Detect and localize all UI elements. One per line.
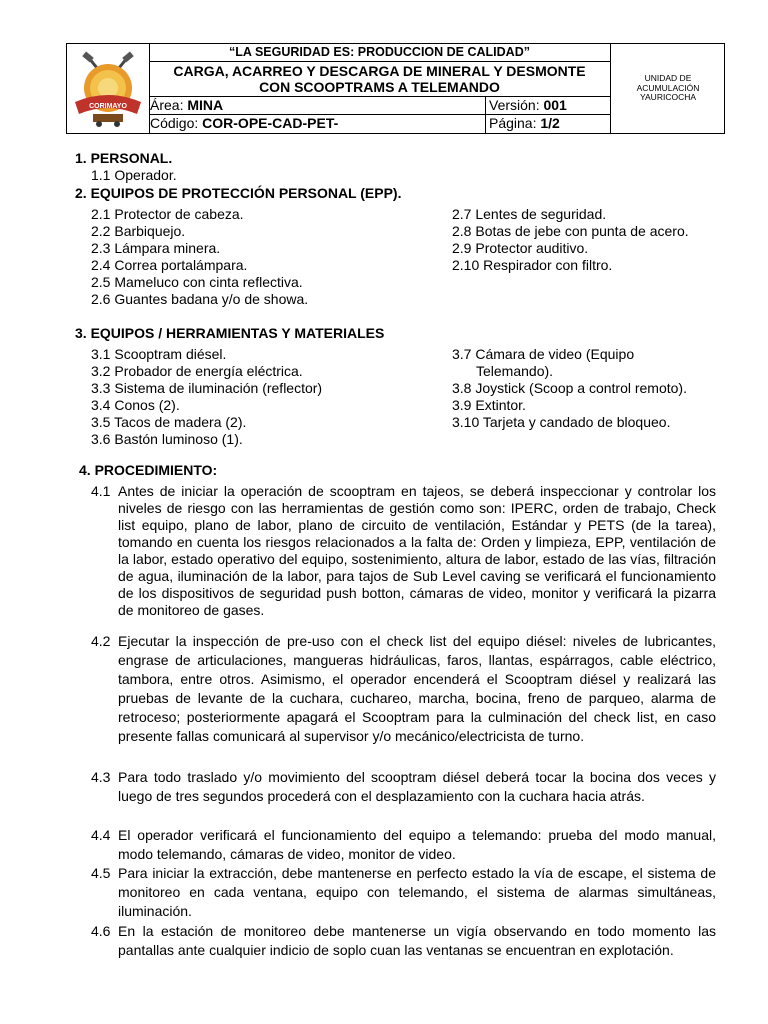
logo-cell <box>67 44 150 133</box>
step-number: 4.1 <box>91 483 111 499</box>
step-number: 4.4 <box>91 827 111 843</box>
unit-line-1: UNIDAD DE <box>644 73 692 84</box>
list-item: 2.10 Respirador con filtro. <box>452 257 613 273</box>
area-label: Área: <box>150 97 184 113</box>
unit-cell <box>610 44 725 133</box>
version-value: 001 <box>543 97 567 113</box>
code-page-row <box>149 115 610 133</box>
list-item: Telemando). <box>476 363 554 379</box>
list-item: 1.1 Operador. <box>91 167 177 183</box>
list-item: 2.3 Lámpara minera. <box>91 240 221 256</box>
list-item: 2.5 Mameluco con cinta reflectiva. <box>91 274 303 290</box>
list-item: 3.3 Sistema de iluminación (reflector) <box>91 380 323 396</box>
area-value: MINA <box>187 97 224 113</box>
step-number: 4.3 <box>91 769 111 785</box>
step-text: En la estación de monitoreo debe mantenerse un vigía observando en todo momento las pantallas ante cualquier indicio de soplo cuan las ventanas se encuentran en explotación. <box>118 923 716 958</box>
list-item: 3.9 Extintor. <box>452 397 526 413</box>
list-item: 3.7 Cámara de video (Equipo <box>452 346 635 362</box>
section-procedimiento-title: 4. PROCEDIMIENTO: <box>79 462 218 478</box>
version-cell <box>486 97 610 114</box>
list-item: 3.1 Scooptram diésel. <box>91 346 227 362</box>
page-label: Página: <box>489 115 537 131</box>
section-equipos-title: 3. EQUIPOS / HERRAMIENTAS Y MATERIALES <box>75 325 385 341</box>
logo-text: CORIMAYO <box>89 103 127 110</box>
corimayo-logo-icon <box>67 44 149 133</box>
list-item: 2.4 Correa portalámpara. <box>91 257 248 273</box>
code-label: Código: <box>150 115 199 131</box>
step-number: 4.2 <box>91 633 111 649</box>
list-item: 3.5 Tacos de madera (2). <box>91 414 247 430</box>
step-number: 4.6 <box>91 923 111 939</box>
title-line-1: CARGA, ACARREO Y DESCARGA DE MINERAL Y DESMONTE <box>173 63 586 79</box>
page-value: 1/2 <box>540 115 560 131</box>
step-text: Para todo traslado y/o movimiento del scooptram diésel deberá tocar la bocina dos veces y luego de tres segundos procederá con el desplazamiento con la cuchara hacia atrás. <box>118 769 716 804</box>
header-main <box>149 44 610 133</box>
list-item: 3.10 Tarjeta y candado de bloqueo. <box>452 414 671 430</box>
step-text: Para iniciar la extracción, debe mantenerse en perfecto estado la vía de escape, el sistema de monitoreo en cada ventana, equipo con telemando, el sistema de alarmas simultáneas, iluminación. <box>118 865 716 919</box>
motto: “LA SEGURIDAD ES: PRODUCCION DE CALIDAD” <box>149 44 610 62</box>
code-cell <box>149 115 486 133</box>
step-text: Ejecutar la inspección de pre-uso con el check list del equipo diésel: niveles de lubricantes, engrase de articulaciones, mangueras hidráulicas, faros, llantas, espárragos, cable eléctrico, tambora, entre otros. Asimismo, el operador encenderá el Scooptram diésel y realizará las pruebas de levante de la cuchara, cuchareo, marcha, bocina, freno de parqueo, alarma de retroceso; posteriormente apagará el Scooptram para la culminación del check list, en caso presente fallas comunicará al supervisor y/o mecánico/electricista de turno. <box>118 633 716 744</box>
step-number: 4.5 <box>91 865 111 881</box>
step-text: Antes de iniciar la operación de scooptram en tajeos, se deberá inspeccionar y controlar los niveles de riesgo con las herramientas de gestión como son: IPERC, orden de trabajo, Check list equipo, plano de labor, plano de circuito de ventilación, Estándar y PETS (de la tarea), tomando en cuenta los riesgos relacionados a la falta de: Orden y limpieza, EPP, ventilación de la labor, estado operativo del equipo, sostenimiento, altura de labor, estado de las vías, filtración de agua, iluminación de la labor, para tajos de Sub Level caving se verificará el funcionamiento de los dispositivos de seguridad push botton, cámaras de video, monitor y verificará la pizarra de monitoreo de gases. <box>118 483 716 618</box>
list-item: 3.4 Conos (2). <box>91 397 180 413</box>
code-value: COR-OPE-CAD-PET- <box>202 115 339 131</box>
list-item: 2.6 Guantes badana y/o de showa. <box>91 291 309 307</box>
section-epp-title: 2. EQUIPOS DE PROTECCIÓN PERSONAL (EPP). <box>75 185 402 201</box>
step-text: El operador verificará el funcionamiento del equipo a telemando: prueba del modo manual, modo telemando, cámaras de video, monitor de video. <box>118 827 716 862</box>
unit-line-2: ACUMULACIÓN <box>636 82 700 93</box>
document-title <box>149 62 610 97</box>
page-cell <box>486 115 610 133</box>
title-line-2: CON SCOOPTRAMS A TELEMANDO <box>259 79 500 95</box>
list-item: 3.6 Bastón luminoso (1). <box>91 431 243 447</box>
list-item: 2.7 Lentes de seguridad. <box>452 206 607 222</box>
list-item: 2.2 Barbiquejo. <box>91 223 186 239</box>
area-cell <box>149 97 486 114</box>
version-label: Versión: <box>489 97 540 113</box>
list-item: 2.1 Protector de cabeza. <box>91 206 244 222</box>
list-item: 3.8 Joystick (Scoop a control remoto). <box>452 380 687 396</box>
unit-line-3: YAURICOCHA <box>639 92 697 103</box>
list-item: 2.8 Botas de jebe con punta de acero. <box>452 223 689 239</box>
section-personal-title: 1. PERSONAL. <box>75 150 173 166</box>
list-item: 2.9 Protector auditivo. <box>452 240 589 256</box>
document-header <box>66 43 725 134</box>
area-version-row <box>149 97 610 115</box>
list-item: 3.2 Probador de energía eléctrica. <box>91 363 303 379</box>
